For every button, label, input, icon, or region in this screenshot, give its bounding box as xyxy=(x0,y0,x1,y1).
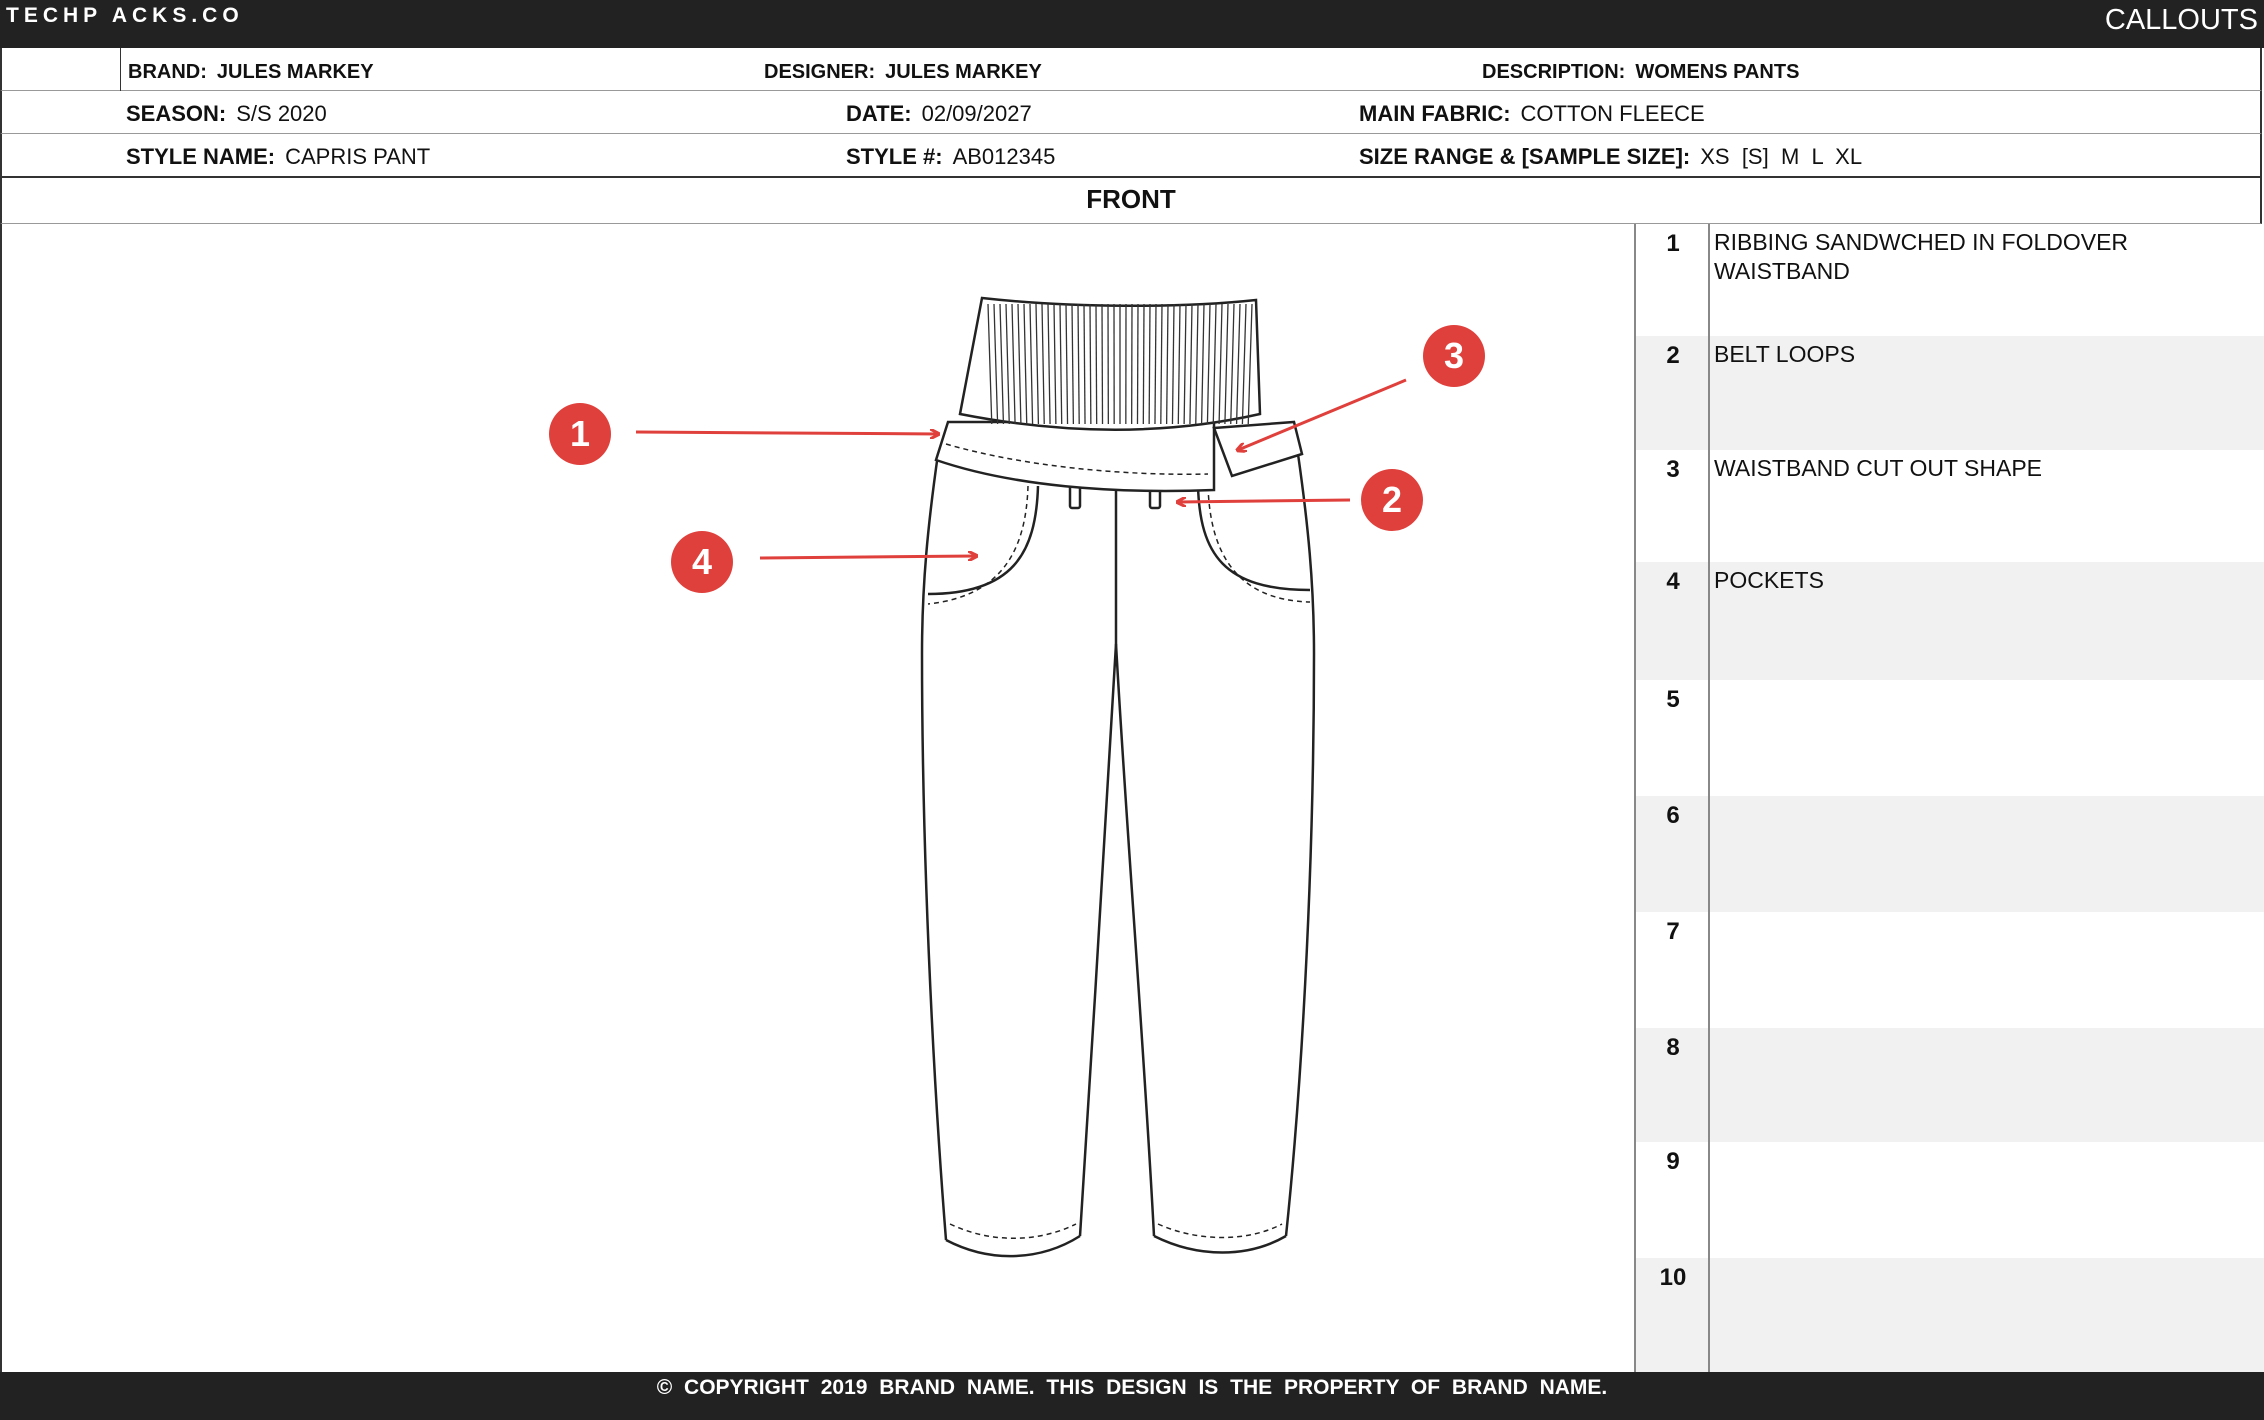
date-label: DATE: xyxy=(846,101,912,126)
callout-row-2 xyxy=(1636,336,2264,450)
callout-text: BELT LOOPS xyxy=(1714,341,1856,367)
callout-marker-4 xyxy=(671,531,733,593)
callout-text: RIBBING SANDWCHED IN FOLDOVER WAISTBAND xyxy=(1714,229,2129,284)
style-name-field xyxy=(126,144,430,170)
header-row-3 xyxy=(0,134,2262,178)
description-label: DESCRIPTION: xyxy=(1482,61,1626,83)
style-number-value: AB012345 xyxy=(952,144,1056,169)
rib-line xyxy=(1102,304,1103,424)
size-range-label: SIZE RANGE & [SAMPLE SIZE]: xyxy=(1359,144,1691,169)
description-field xyxy=(1482,61,1799,84)
section-title: CALLOUTS xyxy=(2104,4,2258,36)
footer-bar xyxy=(0,1372,2264,1420)
marker-3-label: 3 xyxy=(1443,335,1465,376)
style-name-value: CAPRIS PANT xyxy=(285,144,431,169)
brand-value: JULES MARKEY xyxy=(216,61,374,83)
rib-line xyxy=(1096,304,1097,424)
size-range-value: XS [S] M L XL xyxy=(1700,144,1863,169)
callout-number: 9 xyxy=(1666,1148,1680,1175)
style-number-label: STYLE #: xyxy=(846,144,943,169)
callout-number: 3 xyxy=(1666,456,1680,483)
sketch-canvas xyxy=(0,224,1634,1372)
callout-row-5 xyxy=(1636,680,2264,796)
callout-row-3 xyxy=(1636,450,2264,562)
designer-field xyxy=(764,61,1042,84)
main-fabric-value: COTTON FLEECE xyxy=(1520,101,1705,126)
view-label: FRONT xyxy=(1086,184,1176,214)
callout-number: 7 xyxy=(1666,918,1680,945)
marker-4-label: 4 xyxy=(691,541,713,582)
callout-number: 1 xyxy=(1666,230,1680,257)
callout-marker-1 xyxy=(549,403,611,465)
copyright-text: © COPYRIGHT 2019 BRAND NAME. THIS DESIGN IS THE PROPERTY OF BRAND NAME. xyxy=(656,1376,1608,1399)
pants-outline xyxy=(922,454,1314,1256)
callout-marker-3 xyxy=(1423,325,1485,387)
callout-number: 8 xyxy=(1666,1034,1680,1061)
season-label: SEASON: xyxy=(126,101,227,126)
callout-column-divider xyxy=(1708,224,1710,1372)
header-row-1 xyxy=(0,48,2262,91)
designer-label: DESIGNER: xyxy=(764,61,876,83)
rib-line xyxy=(1143,304,1144,424)
pants-sketch xyxy=(2,224,1634,1372)
description-value: WOMENS PANTS xyxy=(1635,61,1800,83)
rib-line xyxy=(1137,304,1138,424)
brand-label: BRAND: xyxy=(128,61,207,83)
marker-2-label: 2 xyxy=(1381,479,1403,520)
callout-number: 10 xyxy=(1659,1264,1687,1291)
callout-row-9 xyxy=(1636,1142,2264,1258)
brand-field xyxy=(128,61,374,84)
view-label-row xyxy=(0,178,2262,224)
rib-line xyxy=(1090,304,1091,424)
callout-text: POCKETS xyxy=(1714,567,1824,593)
designer-value: JULES MARKEY xyxy=(885,61,1042,83)
callout-row-10 xyxy=(1636,1258,2264,1372)
callout-number: 5 xyxy=(1666,686,1680,713)
main-fabric-label: MAIN FABRIC: xyxy=(1359,101,1511,126)
style-name-label: STYLE NAME: xyxy=(126,144,276,169)
rib-line xyxy=(1149,304,1150,424)
callout-row-6 xyxy=(1636,796,2264,912)
callout-marker-2 xyxy=(1361,469,1423,531)
date-field xyxy=(846,101,1032,127)
callout-row-4 xyxy=(1636,562,2264,680)
callout-row-7 xyxy=(1636,912,2264,1028)
callout-table xyxy=(1634,224,2264,1372)
season-value: S/S 2020 xyxy=(236,101,327,126)
callout-number: 6 xyxy=(1666,802,1680,829)
header-row-2 xyxy=(0,91,2262,134)
top-bar xyxy=(0,0,2264,48)
marker-1-label: 1 xyxy=(569,413,591,454)
callout-number: 4 xyxy=(1666,568,1680,595)
logo-text: TECHP ACKS.CO xyxy=(6,4,244,27)
season-field xyxy=(126,101,327,127)
callout-text: WAISTBAND CUT OUT SHAPE xyxy=(1714,455,2043,481)
style-number-field xyxy=(846,144,1055,170)
main-fabric-field xyxy=(1359,101,1705,127)
size-range-field xyxy=(1359,144,1862,170)
callout-row-8 xyxy=(1636,1028,2264,1142)
date-value: 02/09/2027 xyxy=(921,101,1032,126)
callout-number: 2 xyxy=(1666,342,1680,369)
callout-row-1 xyxy=(1636,224,2264,336)
header-divider xyxy=(120,48,121,91)
